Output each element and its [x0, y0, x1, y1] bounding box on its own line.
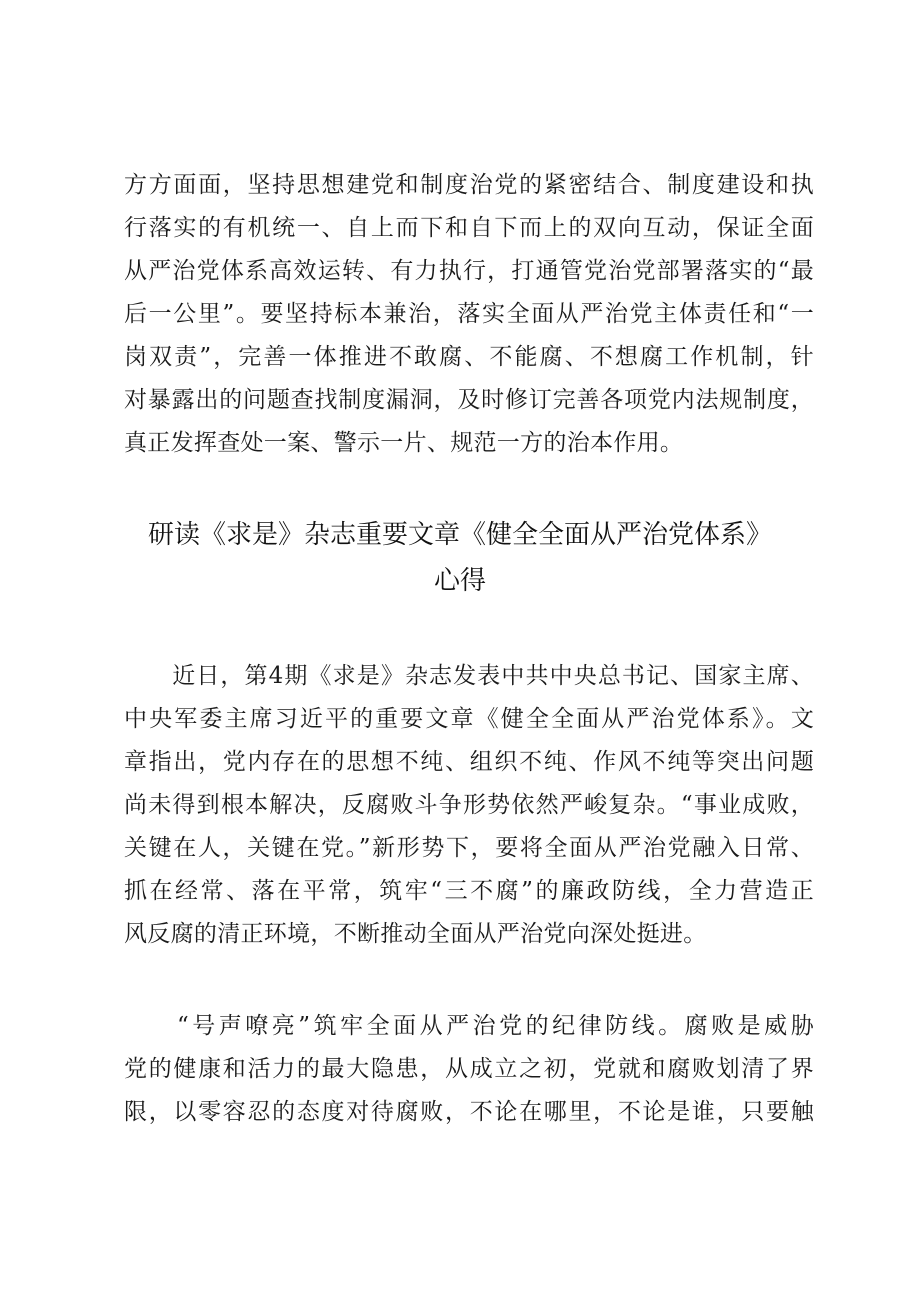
text-line: 章指出，党内存在的思想不纯、组织不纯、作风不纯等突出问题 [124, 749, 814, 775]
text-line: 方方面面，坚持思想建党和制度治党的紧密结合、制度建设和执 [124, 172, 814, 198]
text-line: 行落实的有机统一、自上而下和自下而上的双向互动，保证全面 [124, 215, 814, 241]
article-title-line-2: 心得 [433, 566, 486, 596]
paragraph-section-1 [124, 1005, 814, 1134]
text-line: 对暴露出的问题查找制度漏洞，及时修订完善各项党内法规制度， [124, 387, 814, 413]
text-line: 风反腐的清正环境，不断推动全面从严治党向深处挺进。 [124, 921, 707, 947]
paragraph-intro [124, 655, 814, 956]
text-line: 近日，第4期《求是》杂志发表中共中央总书记、国家主席、 [124, 663, 814, 689]
text-line: 关键在人，关键在党。”新形势下，要将全面从严治党融入日常、 [124, 835, 814, 861]
article-title [60, 512, 860, 604]
text-line: 抓在经常、落在平常，筑牢“三不腐”的廉政防线，全力营造正 [124, 878, 814, 904]
text-line: 尚未得到根本解决，反腐败斗争形势依然严峻复杂。“事业成败， [124, 792, 814, 818]
paragraph-continued [124, 164, 814, 465]
text-line: “号声嘹亮”筑牢全面从严治党的纪律防线。腐败是威胁 [124, 1013, 814, 1039]
text-line: 后一公里”。要坚持标本兼治，落实全面从严治党主体责任和“一 [124, 301, 814, 327]
text-line: 从严治党体系高效运转、有力执行，打通管党治党部署落实的“最 [124, 258, 814, 284]
text-line: 中央军委主席习近平的重要文章《健全全面从严治党体系》。文 [124, 706, 814, 732]
article-title-line-1: 研读《求是》杂志重要文章《健全全面从严治党体系》 [147, 520, 772, 550]
text-line: 党的健康和活力的最大隐患，从成立之初，党就和腐败划清了界 [124, 1056, 814, 1082]
text-line: 岗双责”，完善一体推进不敢腐、不能腐、不想腐工作机制，针 [124, 344, 814, 370]
text-line: 真正发挥查处一案、警示一片、规范一方的治本作用。 [124, 430, 684, 456]
text-line: 限，以零容忍的态度对待腐败，不论在哪里，不论是谁，只要触 [124, 1099, 814, 1125]
